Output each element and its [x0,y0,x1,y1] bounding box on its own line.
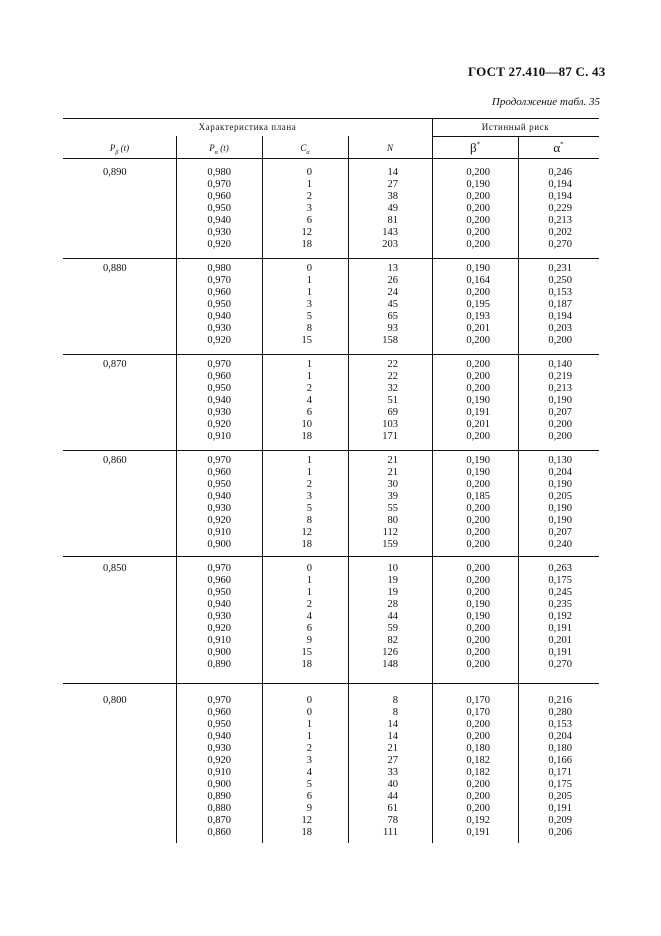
ca-cell: 1 [306,575,312,586]
beta-cell: 0,190 [466,611,490,622]
pa-cell: 0,920 [207,239,231,250]
pa-cell: 0,940 [207,731,231,742]
pa-cell: 0,920 [207,623,231,634]
beta-cell: 0,200 [466,515,490,526]
ca-cell: 1 [306,719,312,730]
beta-cell: 0,200 [466,239,490,250]
ca-cell: 0 [306,167,312,178]
n-cell: 26 [387,275,398,286]
beta-cell: 0,200 [466,431,490,442]
ca-cell: 6 [306,215,312,226]
beta-cell: 0,200 [466,623,490,634]
beta-cell: 0,201 [466,323,490,334]
n-cell: 81 [387,215,398,226]
n-cell: 22 [387,371,398,382]
pa-cell: 0,950 [207,203,231,214]
alpha-cell: 0,190 [548,395,572,406]
n-cell: 148 [382,659,398,670]
pb-value: 0,800 [103,695,127,706]
ca-cell: 2 [306,191,312,202]
pa-cell: 0,980 [207,167,231,178]
page-header: ГОСТ 27.410—87 С. 43 [468,64,606,79]
pa-cell: 0,960 [207,371,231,382]
pa-cell: 0,950 [207,479,231,490]
beta-cell: 0,200 [466,167,490,178]
column-header-pa: $P_\alpha$ (t) [209,143,229,156]
pa-cell: 0,910 [207,431,231,442]
alpha-cell: 0,231 [548,263,572,274]
pa-cell: 0,940 [207,215,231,226]
alpha-cell: 0,209 [548,815,572,826]
ca-cell: 1 [306,359,312,370]
pa-cell: 0,860 [207,827,231,838]
alpha-cell: 0,194 [548,179,572,190]
column-header-beta: β* [469,140,481,155]
pa-cell: 0,880 [207,803,231,814]
plan-characteristic-heading: Характеристика плана [198,122,297,132]
n-cell: 44 [387,611,398,622]
alpha-cell: 0,250 [548,275,572,286]
ca-cell: 18 [301,431,312,442]
alpha-cell: 0,175 [548,779,572,790]
beta-cell: 0,182 [466,755,490,766]
alpha-cell: 0,190 [548,515,572,526]
beta-cell: 0,182 [466,767,490,778]
beta-cell: 0,200 [466,719,490,730]
pa-cell: 0,950 [207,383,231,394]
pb-value: 0,850 [103,563,127,574]
alpha-cell: 0,191 [548,803,572,814]
alpha-cell: 0,229 [548,203,572,214]
ca-cell: 8 [306,323,312,334]
n-cell: 158 [382,335,398,346]
beta-cell: 0,190 [466,599,490,610]
ca-cell: 10 [301,419,312,430]
pa-cell: 0,970 [207,179,231,190]
beta-cell: 0,200 [466,371,490,382]
ca-cell: 5 [306,503,312,514]
alpha-cell: 0,201 [548,635,572,646]
pa-cell: 0,920 [207,515,231,526]
n-cell: 27 [387,755,398,766]
ca-cell: 1 [306,287,312,298]
n-cell: 126 [382,647,398,658]
pb-value: 0,860 [103,455,127,466]
alpha-cell: 0,200 [548,431,572,442]
alpha-cell: 0,140 [548,359,572,370]
n-cell: 14 [387,719,398,730]
ca-cell: 3 [306,755,312,766]
pa-cell: 0,970 [207,275,231,286]
n-cell: 39 [387,491,398,502]
pa-cell: 0,970 [207,359,231,370]
ca-cell: 9 [306,635,312,646]
pa-cell: 0,960 [207,287,231,298]
column-header-n: N [386,143,393,153]
ca-cell: 1 [306,587,312,598]
n-cell: 93 [387,323,398,334]
n-cell: 159 [382,539,398,550]
n-cell: 40 [387,779,398,790]
ca-cell: 4 [306,611,312,622]
n-cell: 21 [387,743,398,754]
ca-cell: 2 [306,479,312,490]
pa-cell: 0,870 [207,815,231,826]
ca-cell: 2 [306,383,312,394]
n-cell: 59 [387,623,398,634]
pa-cell: 0,930 [207,407,231,418]
pa-cell: 0,950 [207,719,231,730]
true-risk-heading: Истинный риск [481,122,550,132]
ca-cell: 18 [301,827,312,838]
beta-cell: 0,200 [466,731,490,742]
beta-cell: 0,200 [466,527,490,538]
pa-cell: 0,940 [207,311,231,322]
body-column-rule [432,159,433,843]
ca-cell: 12 [301,527,312,538]
n-cell: 19 [387,575,398,586]
n-cell: 22 [387,359,398,370]
pa-cell: 0,980 [207,263,231,274]
alpha-cell: 0,270 [548,239,572,250]
column-header-alpha: α* [553,140,564,155]
alpha-cell: 0,203 [548,323,572,334]
pa-cell: 0,930 [207,503,231,514]
alpha-cell: 0,171 [548,767,572,778]
alpha-cell: 0,191 [548,647,572,658]
column-header-ca: $C_\alpha$ [300,143,310,156]
alpha-cell: 0,194 [548,311,572,322]
n-cell: 103 [382,419,398,430]
alpha-cell: 0,213 [548,383,572,394]
alpha-cell: 0,213 [548,215,572,226]
pa-cell: 0,960 [207,575,231,586]
pa-cell: 0,930 [207,323,231,334]
pa-cell: 0,890 [207,791,231,802]
alpha-cell: 0,190 [548,479,572,490]
pb-value: 0,890 [103,167,127,178]
alpha-cell: 0,240 [548,539,572,550]
n-cell: 49 [387,203,398,214]
beta-cell: 0,200 [466,227,490,238]
alpha-cell: 0,190 [548,503,572,514]
pa-cell: 0,960 [207,707,231,718]
ca-cell: 1 [306,179,312,190]
pa-cell: 0,940 [207,599,231,610]
n-cell: 32 [387,383,398,394]
ca-cell: 18 [301,539,312,550]
beta-cell: 0,191 [466,407,490,418]
ca-cell: 15 [301,335,312,346]
n-cell: 10 [387,563,398,574]
n-cell: 19 [387,587,398,598]
alpha-cell: 0,205 [548,491,572,502]
beta-cell: 0,200 [466,659,490,670]
pb-value: 0,870 [103,359,127,370]
n-cell: 14 [387,731,398,742]
n-cell: 14 [387,167,398,178]
pa-cell: 0,930 [207,227,231,238]
column-header-pb: $P_\beta$ (t) [109,143,130,156]
n-cell: 80 [387,515,398,526]
beta-cell: 0,190 [466,395,490,406]
pa-cell: 0,930 [207,611,231,622]
alpha-cell: 0,235 [548,599,572,610]
pa-cell: 0,950 [207,299,231,310]
ca-cell: 0 [306,263,312,274]
pa-cell: 0,920 [207,419,231,430]
ca-cell: 5 [306,779,312,790]
beta-cell: 0,200 [466,383,490,394]
alpha-cell: 0,263 [548,563,572,574]
alpha-cell: 0,175 [548,575,572,586]
n-cell: 13 [387,263,398,274]
alpha-cell: 0,187 [548,299,572,310]
beta-cell: 0,195 [466,299,490,310]
alpha-cell: 0,204 [548,467,572,478]
n-cell: 45 [387,299,398,310]
n-cell: 65 [387,311,398,322]
beta-cell: 0,190 [466,263,490,274]
alpha-cell: 0,202 [548,227,572,238]
alpha-cell: 0,219 [548,371,572,382]
n-cell: 30 [387,479,398,490]
ca-cell: 0 [306,695,312,706]
n-cell: 78 [387,815,398,826]
pa-cell: 0,920 [207,335,231,346]
beta-cell: 0,200 [466,503,490,514]
alpha-cell: 0,166 [548,755,572,766]
alpha-cell: 0,246 [548,167,572,178]
pa-cell: 0,910 [207,767,231,778]
ca-cell: 12 [301,227,312,238]
pa-cell: 0,940 [207,395,231,406]
alpha-cell: 0,205 [548,791,572,802]
alpha-cell: 0,270 [548,659,572,670]
n-cell: 203 [382,239,398,250]
pa-cell: 0,960 [207,467,231,478]
ca-cell: 15 [301,647,312,658]
beta-cell: 0,170 [466,707,490,718]
ca-cell: 5 [306,311,312,322]
beta-cell: 0,200 [466,203,490,214]
pa-cell: 0,900 [207,539,231,550]
n-cell: 21 [387,455,398,466]
ca-cell: 6 [306,407,312,418]
ca-cell: 6 [306,623,312,634]
table-continuation-caption: Продолжение табл. 35 [491,96,600,108]
alpha-cell: 0,191 [548,623,572,634]
beta-cell: 0,200 [466,647,490,658]
beta-cell: 0,193 [466,311,490,322]
beta-cell: 0,190 [466,467,490,478]
pa-cell: 0,900 [207,647,231,658]
body-column-rule [348,159,349,843]
ca-cell: 0 [306,563,312,574]
alpha-cell: 0,153 [548,719,572,730]
alpha-cell: 0,245 [548,587,572,598]
ca-cell: 0 [306,707,312,718]
pa-cell: 0,910 [207,635,231,646]
alpha-cell: 0,130 [548,455,572,466]
ca-cell: 18 [301,239,312,250]
beta-cell: 0,192 [466,815,490,826]
beta-cell: 0,200 [466,359,490,370]
pa-cell: 0,910 [207,527,231,538]
n-cell: 55 [387,503,398,514]
ca-cell: 1 [306,455,312,466]
alpha-cell: 0,206 [548,827,572,838]
ca-cell: 1 [306,275,312,286]
n-cell: 112 [382,527,398,538]
ca-cell: 3 [306,491,312,502]
beta-cell: 0,191 [466,827,490,838]
n-cell: 33 [387,767,398,778]
beta-cell: 0,200 [466,803,490,814]
pa-cell: 0,940 [207,491,231,502]
alpha-cell: 0,207 [548,527,572,538]
beta-cell: 0,200 [466,779,490,790]
beta-cell: 0,200 [466,191,490,202]
ca-cell: 4 [306,395,312,406]
n-cell: 171 [382,431,398,442]
n-cell: 143 [382,227,398,238]
ca-cell: 1 [306,731,312,742]
beta-cell: 0,201 [466,419,490,430]
beta-cell: 0,200 [466,791,490,802]
alpha-cell: 0,280 [548,707,572,718]
ca-cell: 3 [306,299,312,310]
ca-cell: 1 [306,467,312,478]
beta-cell: 0,190 [466,179,490,190]
alpha-cell: 0,194 [548,191,572,202]
body-column-rule [262,159,263,843]
alpha-cell: 0,200 [548,419,572,430]
beta-cell: 0,190 [466,455,490,466]
n-cell: 27 [387,179,398,190]
ca-cell: 8 [306,515,312,526]
pa-cell: 0,950 [207,587,231,598]
n-cell: 61 [387,803,398,814]
pa-cell: 0,890 [207,659,231,670]
beta-cell: 0,200 [466,215,490,226]
pa-cell: 0,900 [207,779,231,790]
ca-cell: 12 [301,815,312,826]
ca-cell: 9 [306,803,312,814]
ca-cell: 1 [306,371,312,382]
ca-cell: 2 [306,743,312,754]
alpha-cell: 0,204 [548,731,572,742]
beta-cell: 0,200 [466,479,490,490]
group-divider-rule [432,136,599,137]
beta-cell: 0,200 [466,335,490,346]
ca-cell: 3 [306,203,312,214]
beta-cell: 0,180 [466,743,490,754]
table-top-rule [63,118,599,119]
ca-cell: 4 [306,767,312,778]
body-column-rule [176,159,177,843]
n-cell: 8 [392,707,398,718]
beta-cell: 0,200 [466,635,490,646]
beta-cell: 0,200 [466,587,490,598]
alpha-cell: 0,207 [548,407,572,418]
alpha-cell: 0,153 [548,287,572,298]
beta-cell: 0,200 [466,563,490,574]
n-cell: 44 [387,791,398,802]
beta-cell: 0,170 [466,695,490,706]
n-cell: 21 [387,467,398,478]
n-cell: 111 [383,827,398,838]
pb-value: 0,880 [103,263,127,274]
pa-cell: 0,970 [207,455,231,466]
ca-cell: 6 [306,791,312,802]
pa-cell: 0,930 [207,743,231,754]
ca-cell: 18 [301,659,312,670]
pa-cell: 0,970 [207,563,231,574]
n-cell: 38 [387,191,398,202]
beta-cell: 0,200 [466,575,490,586]
beta-cell: 0,200 [466,287,490,298]
n-cell: 51 [387,395,398,406]
n-cell: 69 [387,407,398,418]
pa-cell: 0,970 [207,695,231,706]
alpha-cell: 0,216 [548,695,572,706]
pa-cell: 0,960 [207,191,231,202]
n-cell: 28 [387,599,398,610]
n-cell: 82 [387,635,398,646]
alpha-cell: 0,192 [548,611,572,622]
body-column-rule [518,159,519,843]
beta-cell: 0,185 [466,491,490,502]
alpha-cell: 0,180 [548,743,572,754]
n-cell: 24 [387,287,398,298]
pa-cell: 0,920 [207,755,231,766]
beta-cell: 0,164 [466,275,490,286]
ca-cell: 2 [306,599,312,610]
alpha-cell: 0,200 [548,335,572,346]
beta-cell: 0,200 [466,539,490,550]
n-cell: 8 [392,695,398,706]
